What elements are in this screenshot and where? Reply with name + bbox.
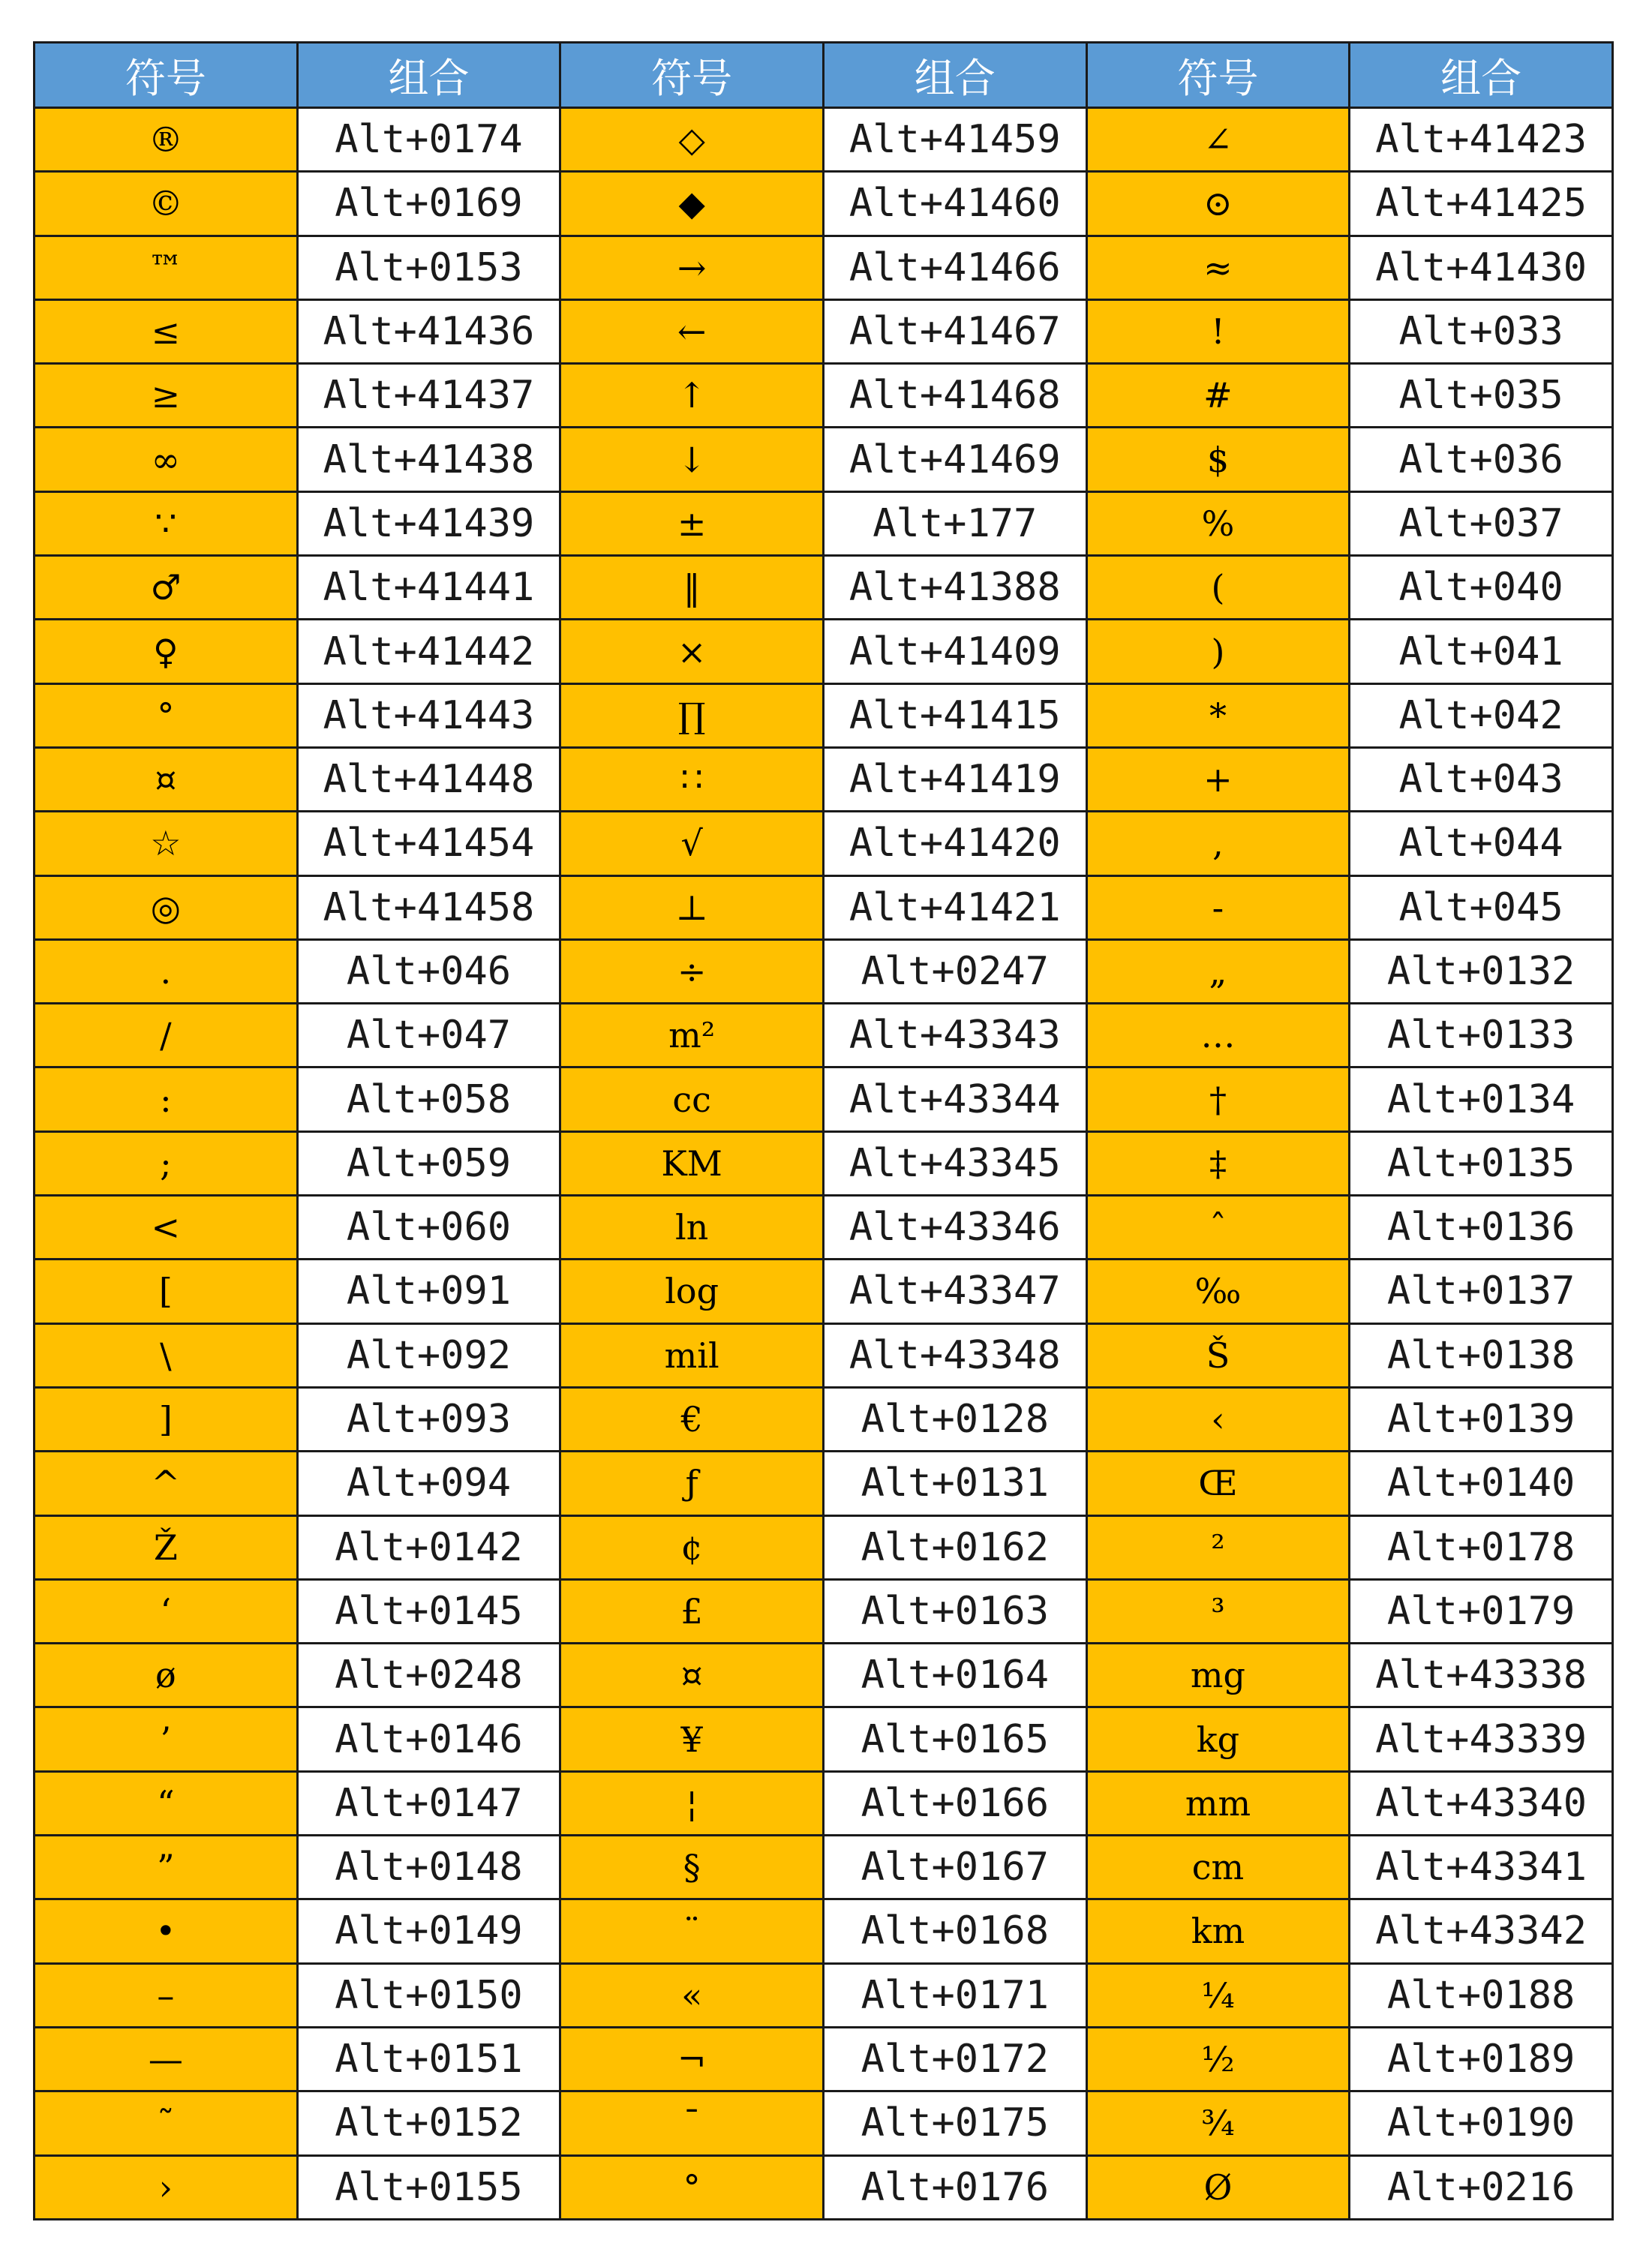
- table-row: [35, 2155, 1613, 2219]
- alt-combo-cell: Alt+043: [1350, 747, 1613, 811]
- alt-combo-cell: Alt+0164: [823, 1644, 1086, 1707]
- symbol-cell: [: [35, 1260, 298, 1323]
- symbol-cell: /: [35, 1004, 298, 1067]
- alt-combo-cell: Alt+41419: [823, 747, 1086, 811]
- alt-combo-cell: Alt+0163: [823, 1579, 1086, 1643]
- header-combo: 组合: [823, 43, 1086, 108]
- symbol-cell: ’: [35, 1707, 298, 1771]
- symbol-cell: ↓: [560, 428, 824, 491]
- table-row: [35, 1387, 1613, 1451]
- symbol-cell: ¬: [560, 2027, 824, 2091]
- header-combo: 组合: [1350, 43, 1613, 108]
- symbol-cell: \: [35, 1323, 298, 1387]
- alt-combo-cell: Alt+0148: [297, 1836, 560, 1899]
- symbol-cell: ‹: [1086, 1387, 1350, 1451]
- alt-combo-cell: Alt+0189: [1350, 2027, 1613, 2091]
- symbol-cell: Ø: [1086, 2155, 1350, 2219]
- alt-combo-cell: Alt+0167: [823, 1836, 1086, 1899]
- symbol-cell: ♂: [35, 556, 298, 620]
- table-row: [35, 747, 1613, 811]
- symbol-cell: ^: [35, 1452, 298, 1515]
- alt-combo-cell: Alt+41458: [297, 875, 560, 939]
- symbol-cell: †: [1086, 1067, 1350, 1131]
- alt-combo-cell: Alt+094: [297, 1452, 560, 1515]
- alt-combo-cell: Alt+0155: [297, 2155, 560, 2219]
- header-symbol: 符号: [560, 43, 824, 108]
- symbol-cell: ©: [35, 172, 298, 236]
- alt-combo-cell: Alt+091: [297, 1260, 560, 1323]
- symbol-cell: ‖: [560, 556, 824, 620]
- symbol-cell: ): [1086, 620, 1350, 683]
- alt-combo-cell: Alt+41460: [823, 172, 1086, 236]
- symbol-cell: ¨: [560, 1899, 824, 1963]
- symbol-cell: m²: [560, 1004, 824, 1067]
- symbol-cell: ∷: [560, 747, 824, 811]
- symbol-cell: ¦: [560, 1771, 824, 1835]
- alt-combo-cell: Alt+037: [1350, 491, 1613, 555]
- alt-combo-cell: Alt+43348: [823, 1323, 1086, 1387]
- table-row: [35, 236, 1613, 299]
- alt-combo-cell: Alt+41388: [823, 556, 1086, 620]
- alt-combo-cell: Alt+0171: [823, 1963, 1086, 2027]
- alt-combo-cell: Alt+0131: [823, 1452, 1086, 1515]
- alt-combo-cell: Alt+0162: [823, 1515, 1086, 1579]
- alt-combo-cell: Alt+0139: [1350, 1387, 1613, 1451]
- symbol-cell: –: [35, 1963, 298, 2027]
- table-row: [35, 1004, 1613, 1067]
- table-row: [35, 1515, 1613, 1579]
- alt-combo-cell: Alt+43346: [823, 1196, 1086, 1260]
- symbol-cell: ‘: [35, 1579, 298, 1643]
- symbol-cell: ≥: [35, 364, 298, 428]
- table-row: [35, 428, 1613, 491]
- alt-combo-cell: Alt+41442: [297, 620, 560, 683]
- alt-combo-cell: Alt+0166: [823, 1771, 1086, 1835]
- alt-combo-cell: Alt+41425: [1350, 172, 1613, 236]
- symbol-cell: ,: [1086, 812, 1350, 875]
- alt-combo-cell: Alt+041: [1350, 620, 1613, 683]
- alt-combo-cell: Alt+0138: [1350, 1323, 1613, 1387]
- symbol-cell: $: [1086, 428, 1350, 491]
- symbol-cell: ≤: [35, 299, 298, 363]
- symbol-cell: ∵: [35, 491, 298, 555]
- symbol-cell: °: [560, 2155, 824, 2219]
- alt-combo-cell: Alt+0146: [297, 1707, 560, 1771]
- alt-combo-cell: Alt+033: [1350, 299, 1613, 363]
- alt-combo-cell: Alt+0136: [1350, 1196, 1613, 1260]
- alt-combo-cell: Alt+41409: [823, 620, 1086, 683]
- symbol-cell: ◆: [560, 172, 824, 236]
- symbol-cell: €: [560, 1387, 824, 1451]
- alt-combo-cell: Alt+177: [823, 491, 1086, 555]
- symbol-cell: ˆ: [1086, 1196, 1350, 1260]
- symbol-cell: ∏: [560, 683, 824, 747]
- alt-combo-cell: Alt+0172: [823, 2027, 1086, 2091]
- symbol-cell: ¯: [560, 2091, 824, 2155]
- alt-combo-cell: Alt+41443: [297, 683, 560, 747]
- table-row: [35, 108, 1613, 172]
- alt-combo-cell: Alt+040: [1350, 556, 1613, 620]
- table-row: [35, 299, 1613, 363]
- symbol-cell: -: [1086, 875, 1350, 939]
- symbol-cell: mg: [1086, 1644, 1350, 1707]
- symbol-cell: →: [560, 236, 824, 299]
- symbol-cell: Ž: [35, 1515, 298, 1579]
- table-row: [35, 2027, 1613, 2091]
- alt-combo-cell: Alt+044: [1350, 812, 1613, 875]
- alt-combo-cell: Alt+41423: [1350, 108, 1613, 172]
- alt-combo-cell: Alt+43341: [1350, 1836, 1613, 1899]
- symbol-cell: ³: [1086, 1579, 1350, 1643]
- symbol-cell: cm: [1086, 1836, 1350, 1899]
- alt-combo-cell: Alt+43342: [1350, 1899, 1613, 1963]
- alt-combo-cell: Alt+0247: [823, 939, 1086, 1003]
- alt-combo-cell: Alt+0178: [1350, 1515, 1613, 1579]
- alt-combo-cell: Alt+0190: [1350, 2091, 1613, 2155]
- alt-combo-cell: Alt+042: [1350, 683, 1613, 747]
- alt-combo-cell: Alt+41437: [297, 364, 560, 428]
- alt-combo-cell: Alt+093: [297, 1387, 560, 1451]
- alt-combo-cell: Alt+43343: [823, 1004, 1086, 1067]
- symbol-cell: °: [35, 683, 298, 747]
- table-row: [35, 364, 1613, 428]
- header-combo: 组合: [297, 43, 560, 108]
- table-row: [35, 812, 1613, 875]
- symbol-cell: ⊥: [560, 875, 824, 939]
- symbol-cell: ]: [35, 1387, 298, 1451]
- symbol-cell: …: [1086, 1004, 1350, 1067]
- alt-code-table: [33, 41, 1614, 2220]
- symbol-cell: ∠: [1086, 108, 1350, 172]
- symbol-cell: ◇: [560, 108, 824, 172]
- alt-combo-cell: Alt+41421: [823, 875, 1086, 939]
- symbol-cell: ›: [35, 2155, 298, 2219]
- alt-combo-cell: Alt+41454: [297, 812, 560, 875]
- table-row: [35, 939, 1613, 1003]
- table-row: [35, 875, 1613, 939]
- symbol-cell: ⊙: [1086, 172, 1350, 236]
- symbol-cell: +: [1086, 747, 1350, 811]
- alt-combo-cell: Alt+43339: [1350, 1707, 1613, 1771]
- alt-combo-cell: Alt+0176: [823, 2155, 1086, 2219]
- symbol-cell: log: [560, 1260, 824, 1323]
- symbol-cell: ¼: [1086, 1963, 1350, 2027]
- alt-combo-cell: Alt+43345: [823, 1131, 1086, 1195]
- symbol-cell: ;: [35, 1131, 298, 1195]
- symbol-cell: (: [1086, 556, 1350, 620]
- table-row: [35, 1131, 1613, 1195]
- symbol-cell: ±: [560, 491, 824, 555]
- symbol-cell: §: [560, 1836, 824, 1899]
- alt-combo-cell: Alt+0175: [823, 2091, 1086, 2155]
- alt-combo-cell: Alt+0132: [1350, 939, 1613, 1003]
- alt-combo-cell: Alt+41430: [1350, 236, 1613, 299]
- alt-combo-cell: Alt+41448: [297, 747, 560, 811]
- alt-combo-cell: Alt+0133: [1350, 1004, 1613, 1067]
- table-row: [35, 1323, 1613, 1387]
- alt-combo-cell: Alt+41420: [823, 812, 1086, 875]
- symbol-cell: ‡: [1086, 1131, 1350, 1195]
- alt-combo-cell: Alt+047: [297, 1004, 560, 1067]
- alt-combo-cell: Alt+41467: [823, 299, 1086, 363]
- symbol-cell: ¤: [560, 1644, 824, 1707]
- symbol-cell: ×: [560, 620, 824, 683]
- symbol-cell: ln: [560, 1196, 824, 1260]
- alt-combo-cell: Alt+0128: [823, 1387, 1086, 1451]
- symbol-cell: ƒ: [560, 1452, 824, 1515]
- symbol-cell: ¥: [560, 1707, 824, 1771]
- alt-combo-cell: Alt+0142: [297, 1515, 560, 1579]
- table-row: [35, 1067, 1613, 1131]
- table-body: [35, 108, 1613, 2220]
- alt-combo-cell: Alt+045: [1350, 875, 1613, 939]
- alt-combo-cell: Alt+41466: [823, 236, 1086, 299]
- table-row: [35, 1771, 1613, 1835]
- alt-combo-cell: Alt+43340: [1350, 1771, 1613, 1835]
- alt-combo-cell: Alt+0140: [1350, 1452, 1613, 1515]
- alt-combo-cell: Alt+0134: [1350, 1067, 1613, 1131]
- symbol-cell: ¤: [35, 747, 298, 811]
- table-row: [35, 1579, 1613, 1643]
- symbol-cell: √: [560, 812, 824, 875]
- symbol-cell: ↑: [560, 364, 824, 428]
- symbol-cell: Œ: [1086, 1452, 1350, 1515]
- table-row: [35, 1963, 1613, 2027]
- table-header-row: [35, 43, 1613, 108]
- symbol-cell: mm: [1086, 1771, 1350, 1835]
- symbol-cell: ˜: [35, 2091, 298, 2155]
- symbol-cell: ♀: [35, 620, 298, 683]
- alt-combo-cell: Alt+0168: [823, 1899, 1086, 1963]
- alt-combo-cell: Alt+0149: [297, 1899, 560, 1963]
- symbol-cell: mil: [560, 1323, 824, 1387]
- table-row: [35, 683, 1613, 747]
- alt-combo-cell: Alt+0165: [823, 1707, 1086, 1771]
- alt-combo-cell: Alt+059: [297, 1131, 560, 1195]
- alt-combo-cell: Alt+0152: [297, 2091, 560, 2155]
- table-row: [35, 1452, 1613, 1515]
- symbol-cell: ™: [35, 236, 298, 299]
- symbol-cell: “: [35, 1771, 298, 1835]
- table-row: [35, 1899, 1613, 1963]
- symbol-cell: #: [1086, 364, 1350, 428]
- alt-combo-cell: Alt+41439: [297, 491, 560, 555]
- symbol-cell: kg: [1086, 1707, 1350, 1771]
- alt-combo-cell: Alt+035: [1350, 364, 1613, 428]
- table-row: [35, 1644, 1613, 1707]
- symbol-cell: ∞: [35, 428, 298, 491]
- table-row: [35, 172, 1613, 236]
- symbol-cell: ²: [1086, 1515, 1350, 1579]
- table-row: [35, 556, 1613, 620]
- alt-combo-cell: Alt+058: [297, 1067, 560, 1131]
- alt-combo-cell: Alt+0147: [297, 1771, 560, 1835]
- alt-combo-cell: Alt+060: [297, 1196, 560, 1260]
- symbol-cell: %: [1086, 491, 1350, 555]
- alt-combo-cell: Alt+41438: [297, 428, 560, 491]
- alt-combo-cell: Alt+092: [297, 1323, 560, 1387]
- alt-combo-cell: Alt+43338: [1350, 1644, 1613, 1707]
- alt-combo-cell: Alt+41436: [297, 299, 560, 363]
- alt-combo-cell: Alt+41469: [823, 428, 1086, 491]
- symbol-cell: km: [1086, 1899, 1350, 1963]
- symbol-cell: «: [560, 1963, 824, 2027]
- symbol-cell: :: [35, 1067, 298, 1131]
- symbol-cell: ø: [35, 1644, 298, 1707]
- symbol-cell: ®: [35, 108, 298, 172]
- symbol-cell: —: [35, 2027, 298, 2091]
- symbol-cell: *: [1086, 683, 1350, 747]
- table-row: [35, 1260, 1613, 1323]
- symbol-cell: ≈: [1086, 236, 1350, 299]
- symbol-cell: ¾: [1086, 2091, 1350, 2155]
- alt-combo-cell: Alt+0174: [297, 108, 560, 172]
- header-symbol: 符号: [1086, 43, 1350, 108]
- alt-combo-cell: Alt+0216: [1350, 2155, 1613, 2219]
- symbol-cell: £: [560, 1579, 824, 1643]
- symbol-cell: ☆: [35, 812, 298, 875]
- symbol-cell: ◎: [35, 875, 298, 939]
- table-row: [35, 1196, 1613, 1260]
- alt-combo-cell: Alt+43347: [823, 1260, 1086, 1323]
- alt-combo-cell: Alt+0150: [297, 1963, 560, 2027]
- alt-combo-cell: Alt+41459: [823, 108, 1086, 172]
- symbol-cell: „: [1086, 939, 1350, 1003]
- alt-combo-cell: Alt+0137: [1350, 1260, 1613, 1323]
- symbol-cell: ¢: [560, 1515, 824, 1579]
- alt-combo-cell: Alt+0188: [1350, 1963, 1613, 2027]
- symbol-cell: <: [35, 1196, 298, 1260]
- header-symbol: 符号: [35, 43, 298, 108]
- alt-combo-cell: Alt+036: [1350, 428, 1613, 491]
- symbol-cell: ‰: [1086, 1260, 1350, 1323]
- alt-combo-cell: Alt+046: [297, 939, 560, 1003]
- alt-combo-cell: Alt+0169: [297, 172, 560, 236]
- alt-combo-cell: Alt+41468: [823, 364, 1086, 428]
- alt-combo-cell: Alt+41441: [297, 556, 560, 620]
- alt-combo-cell: Alt+0151: [297, 2027, 560, 2091]
- symbol-cell: .: [35, 939, 298, 1003]
- symbol-cell: !: [1086, 299, 1350, 363]
- table-row: [35, 2091, 1613, 2155]
- alt-combo-cell: Alt+0179: [1350, 1579, 1613, 1643]
- symbol-cell: ½: [1086, 2027, 1350, 2091]
- alt-combo-cell: Alt+0153: [297, 236, 560, 299]
- alt-combo-cell: Alt+41415: [823, 683, 1086, 747]
- symbol-cell: ”: [35, 1836, 298, 1899]
- symbol-cell: Š: [1086, 1323, 1350, 1387]
- symbol-cell: •: [35, 1899, 298, 1963]
- alt-combo-cell: Alt+43344: [823, 1067, 1086, 1131]
- table-row: [35, 1707, 1613, 1771]
- alt-combo-cell: Alt+0248: [297, 1644, 560, 1707]
- table-row: [35, 1836, 1613, 1899]
- symbol-cell: ←: [560, 299, 824, 363]
- symbol-cell: ÷: [560, 939, 824, 1003]
- symbol-cell: cc: [560, 1067, 824, 1131]
- alt-combo-cell: Alt+0145: [297, 1579, 560, 1643]
- alt-combo-cell: Alt+0135: [1350, 1131, 1613, 1195]
- symbol-cell: KM: [560, 1131, 824, 1195]
- table-row: [35, 620, 1613, 683]
- table-row: [35, 491, 1613, 555]
